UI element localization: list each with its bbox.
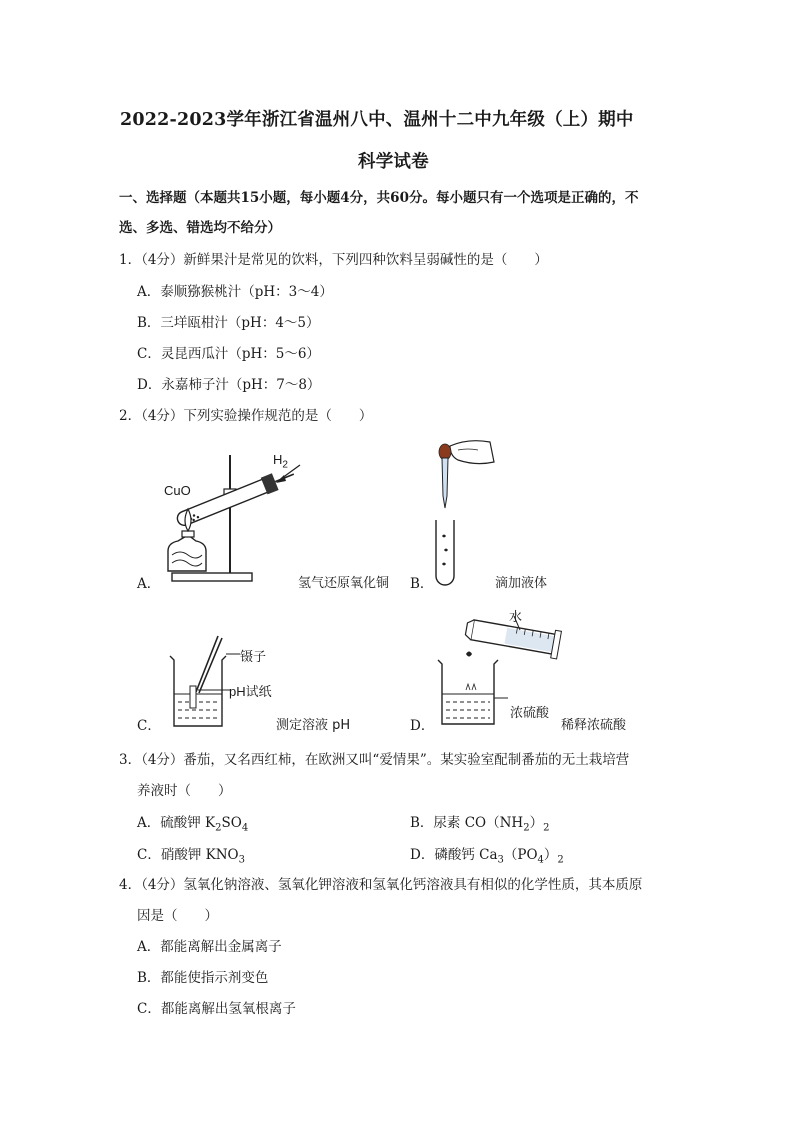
section-heading-line1: 一、选择题（本题共15小题，每小题4分，共60分。每小题只有一个选项是正确的，不	[119, 190, 639, 206]
q3-stem-line1: 3．（4分）番茄，又名西红柿，在欧洲又叫“爱情果”。某实验室配制番茄的无土栽培营	[119, 752, 630, 768]
q2-option-c-letter: C．	[137, 718, 161, 734]
q3-stem-line2: 养液时（ ）	[137, 783, 232, 799]
section-heading-line2: 选、多选、错选均不给分）	[119, 220, 281, 236]
q3-option-a: A．硫酸钾 $K_2SO_4$	[137, 815, 249, 834]
q4-stem-line1: 4．（4分）氢氧化钠溶液、氢氧化钾溶液和氢氧化钙溶液具有相似的化学性质，其本质原	[119, 877, 643, 893]
q1-option-d: D．永嘉柿子汁（pH：7～8）	[137, 377, 321, 393]
q2-option-d-caption: 稀释浓硫酸	[561, 718, 627, 733]
exam-title-line2: 科学试卷	[358, 152, 429, 172]
label-ph-paper: pH试纸	[229, 684, 272, 699]
q4-option-a: A．都能离解出金属离子	[137, 939, 282, 955]
q1-option-c: C．灵昆西瓜汁（pH：5～6）	[137, 346, 320, 362]
q4-stem-line2: 因是（ ）	[137, 908, 218, 924]
exam-title-line1: 2022-2023学年浙江省温州八中、温州十二中九年级（上）期中	[120, 110, 634, 130]
label-tweezers: 镊子	[240, 649, 267, 664]
q2-stem: 2．（4分）下列实验操作规范的是（ ）	[119, 408, 373, 424]
label-cuo: CuO	[164, 483, 191, 498]
q2-option-b-letter: B．	[410, 576, 434, 592]
q2-option-a-caption: 氢气还原氧化铜	[298, 576, 390, 591]
q3-option-b: B．尿素 $CO(NH_2)_2$	[410, 815, 550, 834]
q4-option-b: B．都能使指示剂变色	[137, 970, 269, 986]
q3-option-c: C．硝酸钾 $KNO_3$	[137, 847, 245, 866]
q2-option-d-letter: D．	[410, 718, 435, 734]
label-h2: $H_2$	[273, 452, 288, 471]
q3-option-d: D．磷酸钙 $Ca_3(PO_4)_2$	[410, 847, 564, 866]
label-conc-acid: 浓硫酸	[510, 705, 550, 720]
q2-option-b-caption: 滴加液体	[495, 576, 548, 591]
q1-stem: 1．（4分）新鲜果汁是常见的饮料，下列四种饮料呈弱碱性的是（ ）	[119, 252, 548, 268]
q2-option-a-letter: A．	[137, 576, 161, 592]
q2-option-c-caption: 测定溶液 pH	[276, 718, 351, 733]
q1-option-a: A．泰顺猕猴桃汁（pH：3～4）	[137, 284, 333, 300]
q4-option-c: C．都能离解出氢氧根离子	[137, 1001, 296, 1017]
label-water: 水	[509, 609, 523, 624]
figure-dropping-liquid	[428, 436, 498, 586]
q1-option-b: B．三垟瓯柑汁（pH：4～5）	[137, 315, 320, 331]
